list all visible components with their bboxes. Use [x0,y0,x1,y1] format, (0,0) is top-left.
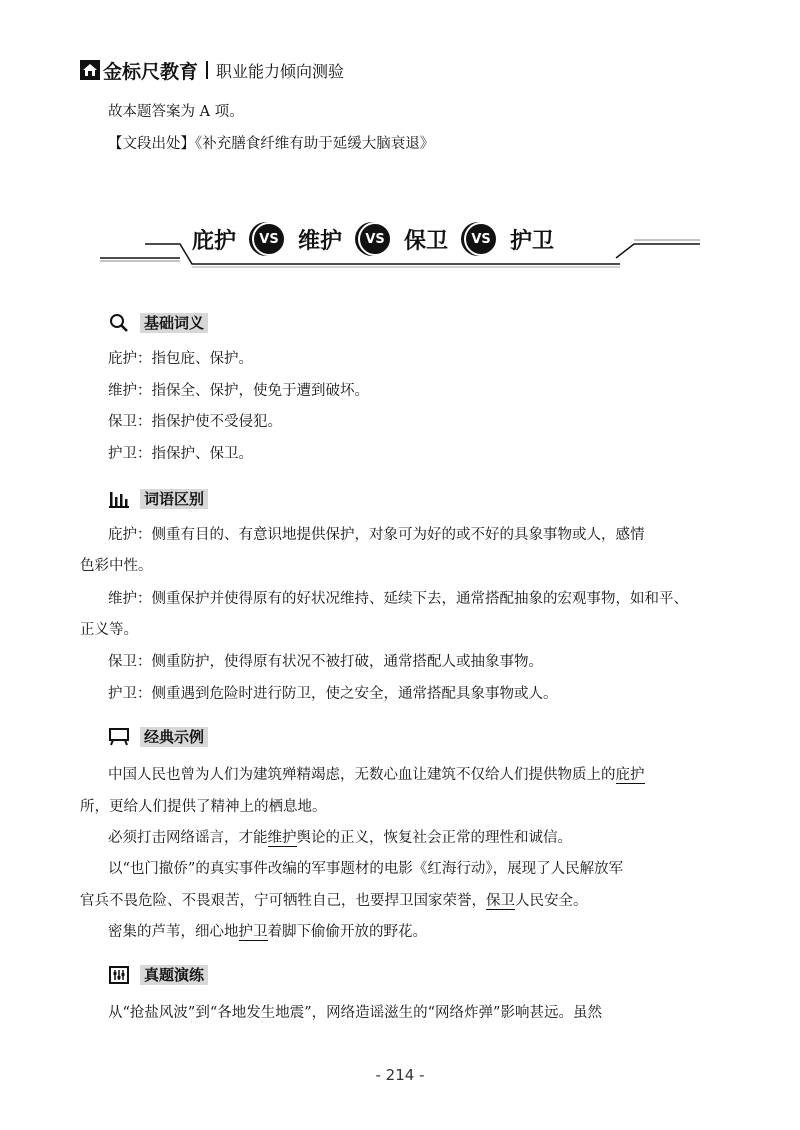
meaning-item: 护卫：指保护、保卫。 [108,446,253,462]
word-4: 护卫 [510,227,555,254]
section-title: 基础词义 [140,313,208,333]
example-text: 中国人民也曾为人们为建筑殚精竭虑，无数心血让建筑不仅给人们提供物质上的 [108,767,616,783]
example-sentence: 以“也门撤侨”的真实事件改编的军事题材的电影《红海行动》，展现了人民解放军 [108,861,624,877]
example-text: 人民安全。 [515,893,588,909]
word-comparison-title [186,222,560,256]
underlined-word: 保卫 [486,893,515,909]
meaning-item: 维护：指保全、保护，使免于遭到破坏。 [108,383,369,399]
example-text: 舆论的正义，恢复社会正常的理性和诚信。 [296,830,572,846]
page-header [80,57,344,83]
difference-paragraph: 维护：侧重保护并使得原有的好状况维持、延续下去，通常搭配抽象的宏观事物，如和平、 [108,591,688,607]
section-real-exam-practice [108,963,208,987]
section-title: 词语区别 [140,489,208,509]
vs-badge: VS [358,222,392,256]
section-title: 真题演练 [140,965,208,985]
board-icon [108,727,130,747]
section-word-difference [108,487,208,511]
meaning-item: 保卫：指保护使不受侵犯。 [108,414,282,430]
example-sentence [108,763,645,784]
example-text: 官兵不畏危险、不畏艰苦，宁可牺牲自己，也要捍卫国家荣誉， [80,893,486,909]
meaning-item: 庇护：指包庇、保护。 [108,351,253,367]
vs-badge: VS [252,222,286,256]
source-line: 【文段出处】《补充膳食纤维有助于延缓大脑衰退》 [108,136,435,152]
example-sentence [108,920,427,941]
word-1: 庇护 [192,227,237,254]
brand-logo [80,57,198,84]
difference-paragraph: 庇护：侧重有目的、有意识地提供保护，对象可为好的或不好的具象事物或人，感情 [108,527,645,543]
section-title: 经典示例 [140,727,208,747]
underlined-word: 庇护 [615,767,645,783]
underlined-word: 维护 [267,830,297,846]
logo-icon [80,60,100,80]
bar-chart-icon [108,489,130,509]
vs-badge: VS [464,222,498,256]
example-text: 必须打击网络谣言，才能 [108,830,268,846]
example-text: 密集的芦苇，细心地 [108,924,239,940]
brand-name: 金标尺教育 [103,60,199,83]
difference-paragraph: 保卫：侧重防护，使得原有状况不被打破，通常搭配人或抽象事物。 [108,654,543,670]
magnifier-icon [108,313,130,333]
header-subtitle: 职业能力倾向测验 [216,61,345,81]
difference-paragraph-cont: 色彩中性。 [80,558,153,574]
word-3: 保卫 [404,227,449,254]
underlined-word: 护卫 [238,924,268,940]
example-text: 着脚下偷偷开放的野花。 [267,924,427,940]
difference-paragraph: 护卫：侧重遇到危险时进行防卫，使之安全，通常搭配具象事物或人。 [108,686,558,702]
section-classic-examples [108,725,208,749]
section-basic-meaning [108,311,208,335]
example-sentence [108,826,572,847]
page-number: - 214 - [375,1066,425,1084]
answer-line: 故本题答案为 A 项。 [108,104,244,120]
word-2: 维护 [298,227,343,254]
example-sentence-cont: 所，更给人们提供了精神上的栖息地。 [80,799,327,815]
difference-paragraph-cont: 正义等。 [80,622,138,638]
header-divider [206,61,208,79]
example-sentence-cont [80,889,588,910]
sliders-icon [108,965,130,985]
practice-paragraph: 从“抢盐风波”到“各地发生地震”，网络造谣滋生的“网络炸弹”影响甚远。虽然 [108,1005,602,1021]
